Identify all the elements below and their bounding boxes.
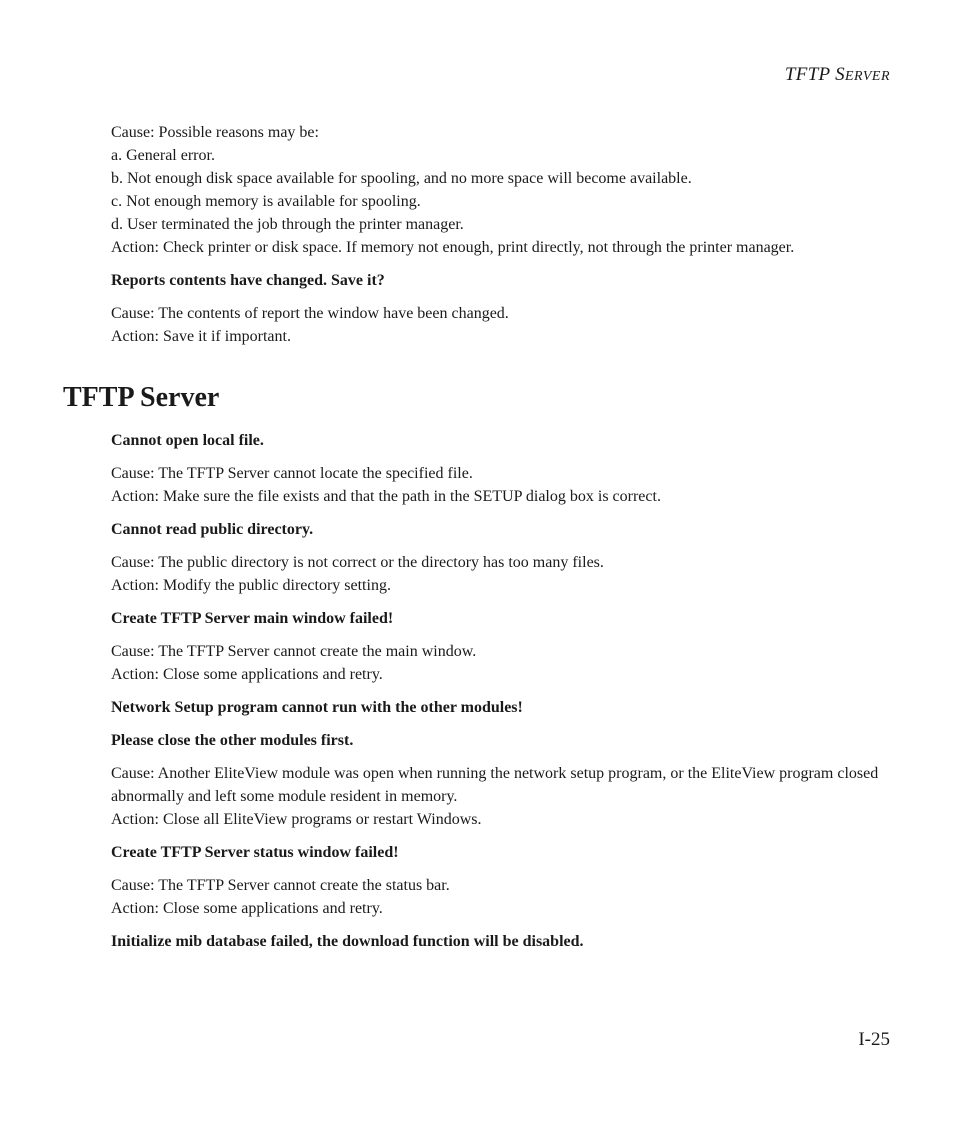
message-heading: Cannot read public directory.	[111, 521, 314, 538]
action-text: Action: Save it if important.	[111, 328, 291, 345]
message-body	[111, 762, 901, 831]
intro-line: Cause: Possible reasons may be:	[111, 124, 319, 141]
page-number: I-25	[858, 1029, 890, 1050]
message-body	[111, 640, 901, 686]
message-body	[111, 551, 901, 597]
message-body	[111, 462, 901, 508]
cause-text: Cause: The public directory is not correct or the directory has too many files.	[111, 554, 604, 571]
message-heading: Create TFTP Server status window failed!	[111, 844, 399, 861]
section-title: TFTP Server	[63, 382, 220, 413]
message-heading: Cannot open local file.	[111, 432, 264, 449]
cause-text: Cause: The TFTP Server cannot create the main window.	[111, 643, 477, 660]
action-text: Action: Make sure the file exists and that the path in the SETUP dialog box is correct.	[111, 488, 661, 505]
cause-text: Cause: The TFTP Server cannot create the status bar.	[111, 877, 450, 894]
action-text: Action: Close some applications and retry.	[111, 900, 383, 917]
message-body	[111, 302, 901, 348]
intro-line: d. User terminated the job through the printer manager.	[111, 216, 464, 233]
message-heading: Create TFTP Server main window failed!	[111, 610, 394, 627]
intro-line: c. Not enough memory is available for spooling.	[111, 193, 421, 210]
running-head	[785, 64, 890, 86]
intro-line: a. General error.	[111, 147, 215, 164]
page-content	[63, 121, 901, 963]
cause-text: Cause: The TFTP Server cannot locate the specified file.	[111, 465, 473, 482]
message-heading: Reports contents have changed. Save it?	[111, 272, 385, 289]
message-heading: Network Setup program cannot run with the other modules!	[111, 699, 523, 716]
cause-text: Cause: Another EliteView module was open when running the network setup program, or the EliteView program closed abnormally and left some module resident in memory.	[111, 765, 879, 805]
intro-line: b. Not enough disk space available for spooling, and no more space will become available.	[111, 170, 692, 187]
cause-text: Cause: The contents of report the window have been changed.	[111, 305, 509, 322]
intro-cause-block	[111, 121, 901, 259]
running-head-smallcaps: ERVER	[844, 69, 890, 84]
running-head-main: TFTP S	[784, 64, 845, 85]
message-heading-continued: Please close the other modules first.	[111, 732, 354, 749]
intro-line: Action: Check printer or disk space. If memory not enough, print directly, not through the printer manager.	[111, 239, 795, 256]
action-text: Action: Close all EliteView programs or restart Windows.	[111, 811, 482, 828]
message-heading: Initialize mib database failed, the download function will be disabled.	[111, 933, 584, 950]
action-text: Action: Modify the public directory setting.	[111, 577, 391, 594]
message-body	[111, 874, 901, 920]
action-text: Action: Close some applications and retry.	[111, 666, 383, 683]
